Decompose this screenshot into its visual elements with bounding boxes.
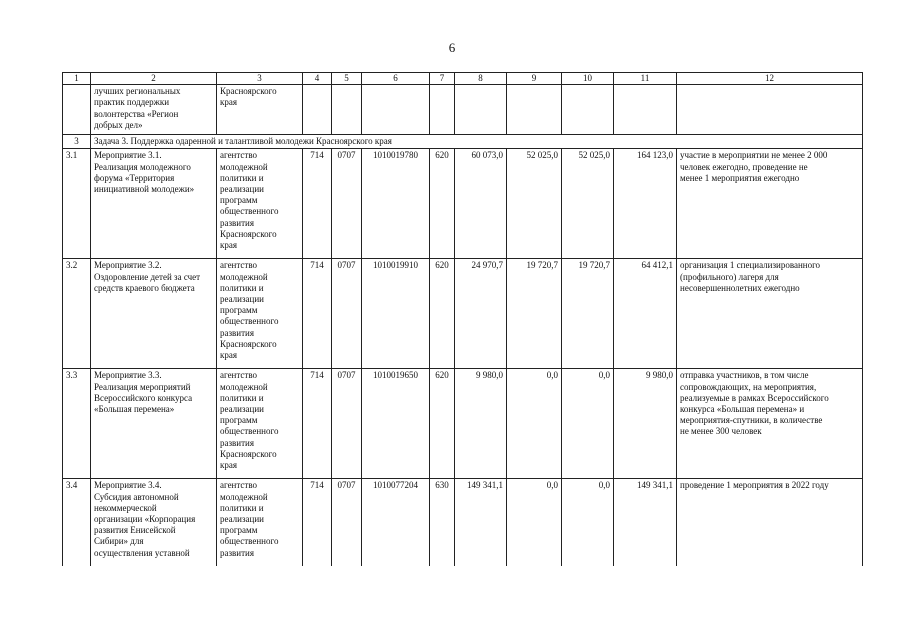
- table-row: [63, 259, 863, 369]
- cell-year2: 0,0: [507, 369, 562, 479]
- column-header: 11: [614, 73, 677, 85]
- cell-year2: 0,0: [507, 479, 562, 569]
- cell-year1: 24 970,7: [455, 259, 507, 369]
- column-header: 10: [562, 73, 614, 85]
- cell-year3: 52 025,0: [562, 149, 614, 259]
- cell-year3: 0,0: [562, 479, 614, 569]
- cell-grbs: 714: [303, 259, 332, 369]
- cell-grbs: 714: [303, 479, 332, 569]
- page-bottom-margin: [0, 566, 904, 634]
- cell-csr: 1010077204: [362, 479, 430, 569]
- task-title: Задача 3. Поддержка одаренной и талантливой молодежи Красноярского края: [91, 135, 863, 149]
- cell-name: Мероприятие 3.4. Субсидия автономной некоммерческой организации «Корпорация развития Енисейской Сибири» для осуществления уставной: [91, 479, 217, 569]
- column-header: 3: [217, 73, 303, 85]
- column-header: 4: [303, 73, 332, 85]
- cell-vr: 620: [430, 149, 455, 259]
- cell-grbs: 714: [303, 149, 332, 259]
- cell-result: проведение 1 мероприятия в 2022 году: [677, 479, 863, 569]
- cell-year3: 19 720,7: [562, 259, 614, 369]
- budget-table: [62, 72, 863, 569]
- column-header: 12: [677, 73, 863, 85]
- table-row: [63, 149, 863, 259]
- cell-rzpr: 0707: [332, 479, 362, 569]
- column-header: 2: [91, 73, 217, 85]
- cell-vr: 630: [430, 479, 455, 569]
- cell-vr: 620: [430, 369, 455, 479]
- cell-name: Мероприятие 3.1. Реализация молодежного форума «Территория инициативной молодежи»: [91, 149, 217, 259]
- cell-csr: 1010019650: [362, 369, 430, 479]
- task-row: [63, 135, 863, 149]
- cell-agency: агентство молодежной политики и реализации программ общественного развития Красноярского края: [217, 369, 303, 479]
- cell-year2: 19 720,7: [507, 259, 562, 369]
- cell-num: 3.3: [63, 369, 91, 479]
- cell-num: 3.1: [63, 149, 91, 259]
- column-header: 6: [362, 73, 430, 85]
- column-header: 8: [455, 73, 507, 85]
- cell-agency: агентство молодежной политики и реализации программ общественного развития Красноярского края: [217, 149, 303, 259]
- cell-name: Мероприятие 3.2. Оздоровление детей за счет средств краевого бюджета: [91, 259, 217, 369]
- cell-result: отправка участников, в том числе сопровождающих, на мероприятия, реализуемые в рамках Всероссийского конкурса «Большая перемена» и мероприятия-спутники, в количестве не менее 300 человек: [677, 369, 863, 479]
- cell-year3: 0,0: [562, 369, 614, 479]
- cell-csr: 1010019780: [362, 149, 430, 259]
- cell-agency: агентство молодежной политики и реализации программ общественного развития: [217, 479, 303, 569]
- cell-agency: Красноярского края: [217, 85, 303, 135]
- column-header: 7: [430, 73, 455, 85]
- column-header: 1: [63, 73, 91, 85]
- cell-total: 164 123,0: [614, 149, 677, 259]
- cell-rzpr: 0707: [332, 369, 362, 479]
- cell-num: 3.4: [63, 479, 91, 569]
- table-row: [63, 479, 863, 569]
- cell-year2: 52 025,0: [507, 149, 562, 259]
- cell-grbs: 714: [303, 369, 332, 479]
- cell-total: 149 341,1: [614, 479, 677, 569]
- cell-result: организация 1 специализированного (профильного) лагеря для несовершеннолетних ежегодно: [677, 259, 863, 369]
- cell-year1: 149 341,1: [455, 479, 507, 569]
- cell-csr: 1010019910: [362, 259, 430, 369]
- cell-name: лучших региональных практик поддержки волонтерства «Регион добрых дел»: [91, 85, 217, 135]
- cell-total: 64 412,1: [614, 259, 677, 369]
- cell-agency: агентство молодежной политики и реализации программ общественного развития Красноярского края: [217, 259, 303, 369]
- cell-num: [63, 85, 91, 135]
- column-number-row: [63, 73, 863, 85]
- column-header: 5: [332, 73, 362, 85]
- cell-result: участие в мероприятии не менее 2 000 человек ежегодно, проведение не менее 1 мероприятия ежегодно: [677, 149, 863, 259]
- cell-rzpr: 0707: [332, 259, 362, 369]
- table-row: [63, 369, 863, 479]
- page-number: 6: [448, 40, 456, 55]
- cell-name: Мероприятие 3.3. Реализация мероприятий Всероссийского конкурса «Большая перемена»: [91, 369, 217, 479]
- task-number: 3: [63, 135, 91, 149]
- cell-rzpr: 0707: [332, 149, 362, 259]
- cell-year1: 9 980,0: [455, 369, 507, 479]
- cell-total: 9 980,0: [614, 369, 677, 479]
- cell-num: 3.2: [63, 259, 91, 369]
- column-header: 9: [507, 73, 562, 85]
- cell-vr: 620: [430, 259, 455, 369]
- cell-year1: 60 073,0: [455, 149, 507, 259]
- continuation-row: [63, 85, 863, 135]
